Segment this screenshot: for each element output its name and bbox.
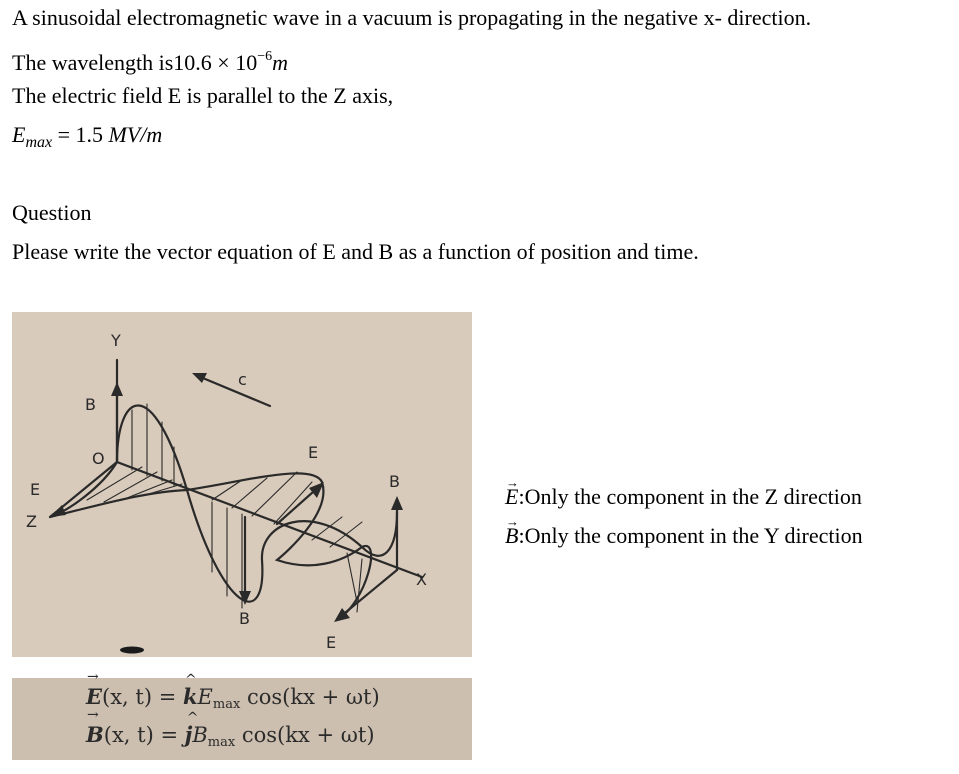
b-equation-cos: cos(kx + ωt) xyxy=(235,723,375,747)
e-equation-cos: cos(kx + ωt) xyxy=(240,685,380,709)
question-heading: Question xyxy=(12,200,92,225)
emax-unit: MV/m xyxy=(108,122,163,147)
e-note xyxy=(505,483,862,511)
e-note-symbol: → E xyxy=(505,483,518,511)
wave-diagram-svg xyxy=(12,312,472,657)
e-label-left: E xyxy=(30,480,41,499)
y-axis-label: Y xyxy=(111,331,121,350)
b-amplitude-sub: max xyxy=(207,735,236,750)
e-amplitude-sub: max xyxy=(212,697,241,712)
e-field-equation xyxy=(86,684,380,712)
b-label-right: B xyxy=(389,472,400,491)
b-equation-args: (x, t) = xyxy=(103,723,185,747)
propagation-arrow xyxy=(198,376,270,406)
wavelength-exponent: −6 xyxy=(257,49,273,64)
e-wave-curve xyxy=(50,462,371,620)
b-label-bottom: B xyxy=(239,609,250,628)
intro-line-4 xyxy=(12,121,162,157)
b-note-text: :Only the component in the Y direction xyxy=(518,523,863,548)
b-label-left: B xyxy=(85,395,96,414)
b-vector-symbol: → B xyxy=(86,722,104,747)
k-unit-vector: ^ k xyxy=(183,684,198,709)
b-wave-curve xyxy=(117,405,397,601)
e-label-bottom: E xyxy=(326,633,337,652)
emax-subscript: max xyxy=(25,134,53,151)
x-axis-label: X xyxy=(416,570,427,589)
wavelength-unit: m xyxy=(272,50,289,75)
b-note-symbol: → B xyxy=(505,522,518,550)
ink-smudge xyxy=(120,647,144,654)
emax-symbol: E xyxy=(12,122,26,147)
origin-label: O xyxy=(92,449,105,468)
e-vector-symbol: → E xyxy=(86,684,102,709)
formula-box xyxy=(12,678,472,760)
emax-value: = 1.5 xyxy=(57,122,109,147)
speed-label: c xyxy=(238,370,247,389)
e-equation-args: (x, t) = xyxy=(102,685,183,709)
b-note xyxy=(505,522,863,550)
e-label-mid: E xyxy=(308,443,319,462)
x-axis xyxy=(117,462,422,577)
e-note-text: :Only the component in the Z direction xyxy=(518,484,862,509)
wavelength-value: 10.6 × 10 xyxy=(173,50,258,75)
e-amplitude: E xyxy=(197,685,213,709)
intro-line-3: The electric field E is parallel to the Z axis, xyxy=(12,83,394,108)
j-unit-vector: ^ j xyxy=(185,722,193,747)
b-field-equation xyxy=(86,722,375,750)
intro-line-1: A sinusoidal electromagnetic wave in a vacuum is propagating in the negative x- direction. xyxy=(12,5,812,30)
b-amplitude: B xyxy=(192,723,208,747)
question-text: Please write the vector equation of E and B as a function of position and time. xyxy=(12,239,699,264)
e-vector-right xyxy=(340,570,397,617)
intro-line-2 xyxy=(12,43,288,77)
z-axis-label: Z xyxy=(26,512,37,531)
wavelength-label: The wavelength is xyxy=(12,50,174,75)
wave-diagram xyxy=(12,312,472,657)
